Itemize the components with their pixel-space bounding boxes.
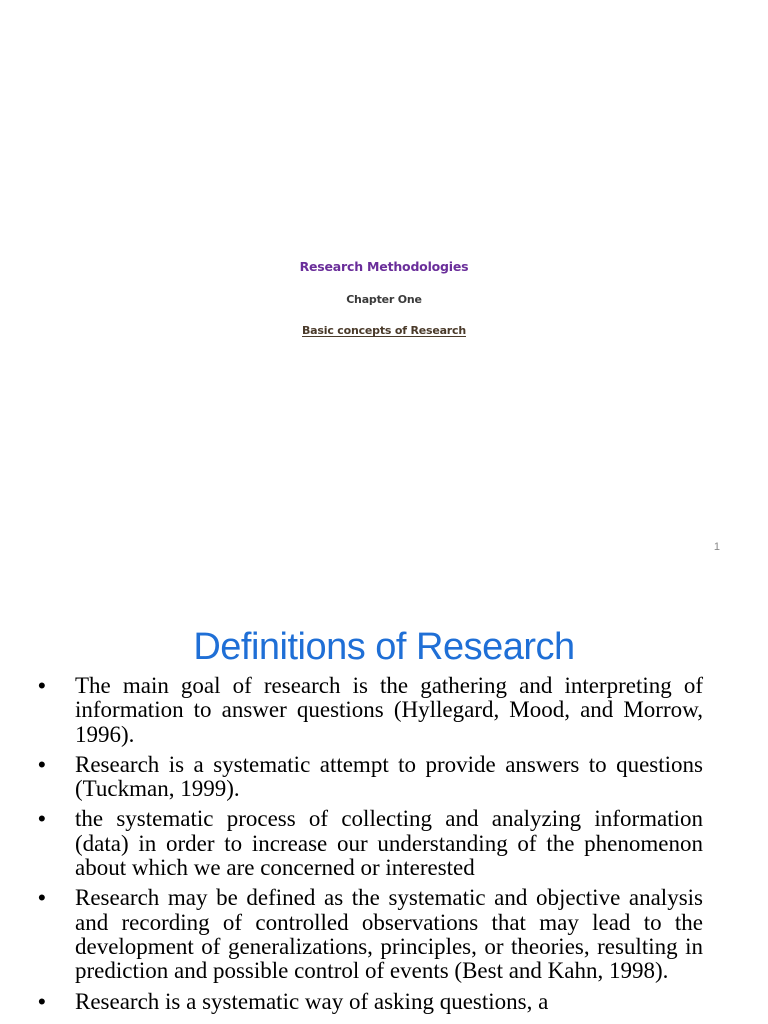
- bullet-icon: •: [38, 673, 46, 698]
- bullet-text: The main goal of research is the gathering and interpreting of information to answer questions (Hyllegard, Mood, and Morrow, 1996).: [75, 673, 703, 747]
- page-number: 1: [713, 541, 720, 553]
- bullet-item: [38, 807, 703, 880]
- bullet-text: Research is a systematic way of asking questions, a: [75, 988, 549, 1014]
- bullet-icon: •: [38, 988, 46, 1014]
- definitions-slide: [0, 576, 768, 1024]
- slide-title: Definitions of Research: [193, 626, 575, 668]
- bullet-text: Research may be defined as the systematic and objective analysis and recording of controlled observations that may lead to the development of generalizations, principles, or theories, resulting in prediction and possible control of events (Best and Kahn, 1998).: [75, 885, 703, 984]
- chapter-label: Chapter One: [346, 293, 422, 306]
- bullet-text: the systematic process of collecting and analyzing information (data) in order to increase our understanding of the phenomenon about which we are concerned or interested: [75, 806, 703, 881]
- bullet-icon: •: [38, 885, 46, 911]
- course-title: Research Methodologies: [299, 259, 469, 274]
- chapter-subtitle-text: Basic concepts of Research: [302, 324, 466, 337]
- bullet-item: [38, 886, 703, 983]
- chapter-subtitle: [0, 324, 768, 337]
- bullet-icon: •: [38, 751, 46, 777]
- bullet-item: [38, 753, 703, 802]
- bullet-text: Research is a systematic attempt to provide answers to questions (Tuckman, 1999).: [75, 751, 703, 802]
- bullet-icon: •: [38, 806, 46, 832]
- bullet-item: [38, 990, 703, 1014]
- bullet-list: [38, 674, 703, 1020]
- bullet-item: [38, 674, 703, 747]
